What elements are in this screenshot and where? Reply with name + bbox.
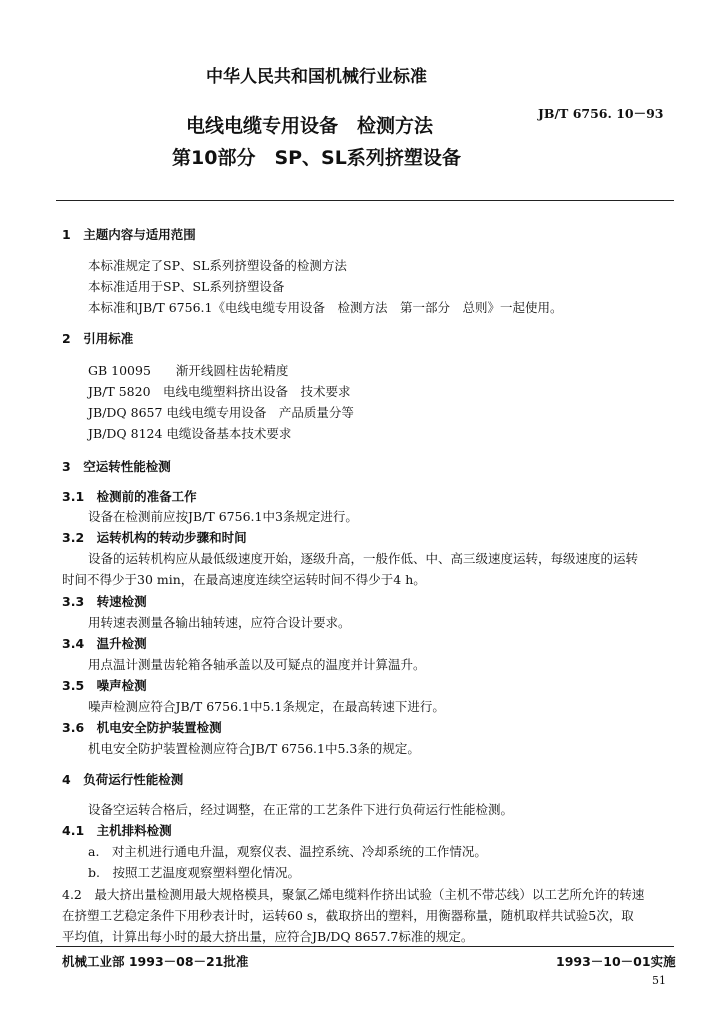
subsection-4-2-text: 平均值，计算出每小时的最大挤出量，应符合JB/DQ 8657.7标准的规定。: [62, 929, 474, 944]
subsection-4-1-title: 4.1 主机排料检测: [62, 823, 172, 838]
section-1-line: 本标准适用于SP、SL系列挤塑设备: [88, 279, 285, 294]
subsection-3-6-title: 3.6 机电安全防护装置检测: [62, 720, 222, 735]
subsection-3-1-title: 3.1 检测前的准备工作: [62, 489, 197, 504]
footer-divider: [56, 946, 674, 947]
subsection-3-5-title: 3.5 噪声检测: [62, 678, 147, 693]
standard-code: JB/T 6756. 10－93: [538, 106, 664, 121]
section-1-line: 本标准和JB/T 6756.1《电线电缆专用设备 检测方法 第一部分 总则》一起使用。: [88, 300, 563, 315]
subsection-3-5-text: 噪声检测应符合JB/T 6756.1中5.1条规定，在最高转速下进行。: [88, 699, 445, 714]
reference-item: GB 10095 渐开线圆柱齿轮精度: [88, 363, 289, 378]
subsection-3-4-title: 3.4 温升检测: [62, 636, 147, 651]
subsection-3-6-text: 机电安全防护装置检测应符合JB/T 6756.1中5.3条的规定。: [88, 741, 420, 756]
subsection-3-3-text: 用转速表测量各输出轴转速，应符合设计要求。: [88, 615, 351, 630]
section-4-intro: 设备空运转合格后，经过调整，在正常的工艺条件下进行负荷运行性能检测。: [88, 802, 514, 817]
header-divider: [56, 200, 674, 201]
document-title-line2: 第10部分 SP、SL系列挤塑设备: [172, 147, 461, 169]
subsection-4-2-text: 在挤塑工艺稳定条件下用秒表计时，运转60 s，截取挤出的塑料，用衡器称量，随机取样共试验5次，取: [62, 908, 634, 923]
subsection-3-2-text: 设备的运转机构应从最低级速度开始，逐级升高，一般作低、中、高三级速度运转，每级速度的运转: [88, 551, 639, 566]
subsection-4-1-item-a: a. 对主机进行通电升温，观察仪表、温控系统、冷却系统的工作情况。: [88, 844, 487, 859]
subsection-3-4-text: 用点温计测量齿轮箱各轴承盖以及可疑点的温度并计算温升。: [88, 657, 426, 672]
subsection-3-2-text: 时间不得少于30 min，在最高速度连续空运转时间不得少于4 h。: [62, 572, 426, 587]
subsection-3-1-text: 设备在检测前应按JB/T 6756.1中3条规定进行。: [88, 509, 358, 524]
section-4-heading: 4 负荷运行性能检测: [62, 772, 184, 787]
section-1-heading: 1 主题内容与适用范围: [62, 227, 196, 242]
reference-item: JB/DQ 8124 电缆设备基本技术要求: [88, 426, 292, 441]
subsection-4-2-text: 4.2 最大挤出量检测用最大规格模具，聚氯乙烯电缆料作挤出试验（主机不带芯线）以工艺所允许的转速: [62, 887, 645, 902]
page-number: 51: [652, 974, 666, 987]
section-1-line: 本标准规定了SP、SL系列挤塑设备的检测方法: [88, 258, 347, 273]
reference-item: JB/T 5820 电线电缆塑料挤出设备 技术要求: [88, 384, 351, 399]
implementation-date: 1993－10－01实施: [556, 954, 676, 969]
ministry-standard-title: 中华人民共和国机械行业标准: [206, 67, 427, 87]
document-title-line1: 电线电缆专用设备 检测方法: [186, 115, 434, 137]
section-3-heading: 3 空运转性能检测: [62, 459, 171, 474]
subsection-4-1-item-b: b. 按照工艺温度观察塑料塑化情况。: [88, 865, 300, 880]
reference-item: JB/DQ 8657 电线电缆专用设备 产品质量分等: [88, 405, 354, 420]
section-2-heading: 2 引用标准: [62, 331, 134, 346]
subsection-3-3-title: 3.3 转速检测: [62, 594, 147, 609]
approval-date: 机械工业部 1993－08－21批准: [62, 954, 249, 969]
subsection-3-2-title: 3.2 运转机构的转动步骤和时间: [62, 530, 247, 545]
